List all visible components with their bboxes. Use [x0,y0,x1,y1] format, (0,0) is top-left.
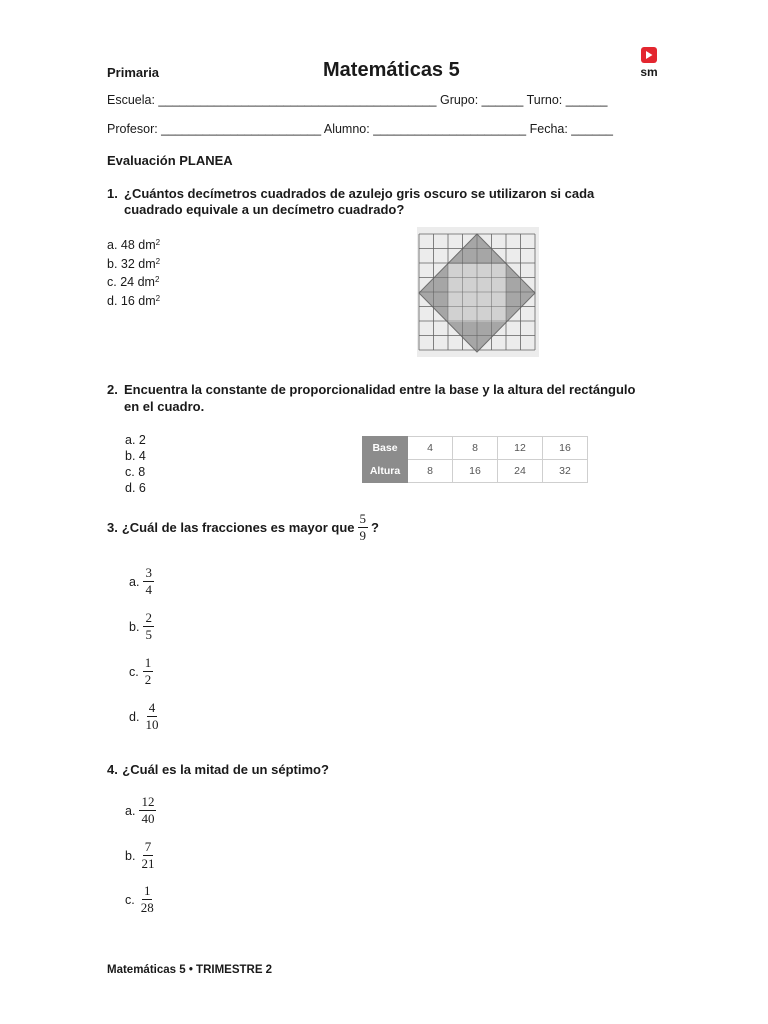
footer-text: Matemáticas 5 • TRIMESTRE 2 [107,964,273,976]
q2-text-line1: Encuentra la constante de proporcionalidad entre la base y la altura del rectángulo [124,382,636,397]
q4-text: ¿Cuál es la mitad de un séptimo? [122,762,329,777]
table-header-base: Base [363,437,408,460]
table-cell: 32 [543,460,588,483]
q2-options [125,432,146,496]
play-icon [636,47,662,79]
q2-option-b[interactable]: b. 4 [125,449,146,463]
q1-options [107,235,160,309]
brand-logo [636,47,662,79]
q3-option-a[interactable]: a. $\frac{3}{4}$ [129,565,152,597]
brand-text: sm [640,65,658,79]
q4-option-c[interactable]: c. $\frac{1}{28}$ [125,883,154,915]
table-cell: 24 [498,460,543,483]
proportion-table [362,436,588,483]
table-cell: 12 [498,437,543,460]
q2-option-d[interactable]: d. 6 [125,481,146,495]
table-header-altura: Altura [363,460,408,483]
q2-text-line2: en el cuadro. [124,399,205,414]
q3-text: ¿Cuál de las fracciones es mayor que [121,520,355,535]
q4-number: 4. [107,762,118,777]
table-cell: 4 [408,437,453,460]
q1-option-b[interactable]: b. 32 $dm^2$ [107,256,161,271]
school-line: Escuela: ________________________________________ Grupo: ______ Turno: ______ [107,93,608,107]
q3-prompt [107,512,379,543]
q3-option-b[interactable]: b. $\frac{2}{5}$ [129,610,152,642]
table-row-base [363,437,588,460]
teacher-line: Profesor: _______________________ Alumno: ______________________ Fecha: ______ [107,122,614,136]
table-cell: 8 [408,460,453,483]
q1-option-c[interactable]: c. 24 $dm^2$ [107,275,160,289]
q4-option-a[interactable]: a. $\frac{12}{40}$ [125,794,155,826]
section-title: Evaluación PLANEA [107,153,233,168]
q2-number: 2. [107,382,118,397]
q1-option-a[interactable]: a. 48 $dm^2$ [107,238,161,252]
q1-text-line1: ¿Cuántos decímetros cuadrados de azulejo gris oscuro se utilizaron si cada [124,186,595,201]
tile-grid-figure [417,227,539,357]
document-title: Matemáticas 5 [323,59,460,81]
q3-option-c[interactable]: c. $\frac{1}{2}$ [129,655,152,687]
q3-question-mark: ? [371,520,379,535]
q1-option-d[interactable]: d. 16 $dm^2$ [107,293,161,308]
q1-text-line2: cuadrado equivale a un decímetro cuadrado? [124,202,405,217]
table-cell: 8 [453,437,498,460]
table-row-altura [363,460,588,483]
table-cell: 16 [453,460,498,483]
q1-number: 1. [107,186,118,201]
q3-number: 3. [107,520,118,535]
q3-reference-fraction: $\frac{5}{9}$ [359,511,366,543]
header-level: Primaria [107,65,160,80]
table-cell: 16 [543,437,588,460]
q3-option-d[interactable]: d. $\frac{4}{10}$ [129,700,159,732]
q4-prompt [107,761,329,779]
q4-option-b[interactable]: b. $\frac{7}{21}$ [125,839,155,871]
q2-option-a[interactable]: a. 2 [125,433,146,447]
q2-option-c[interactable]: c. 8 [125,465,146,479]
